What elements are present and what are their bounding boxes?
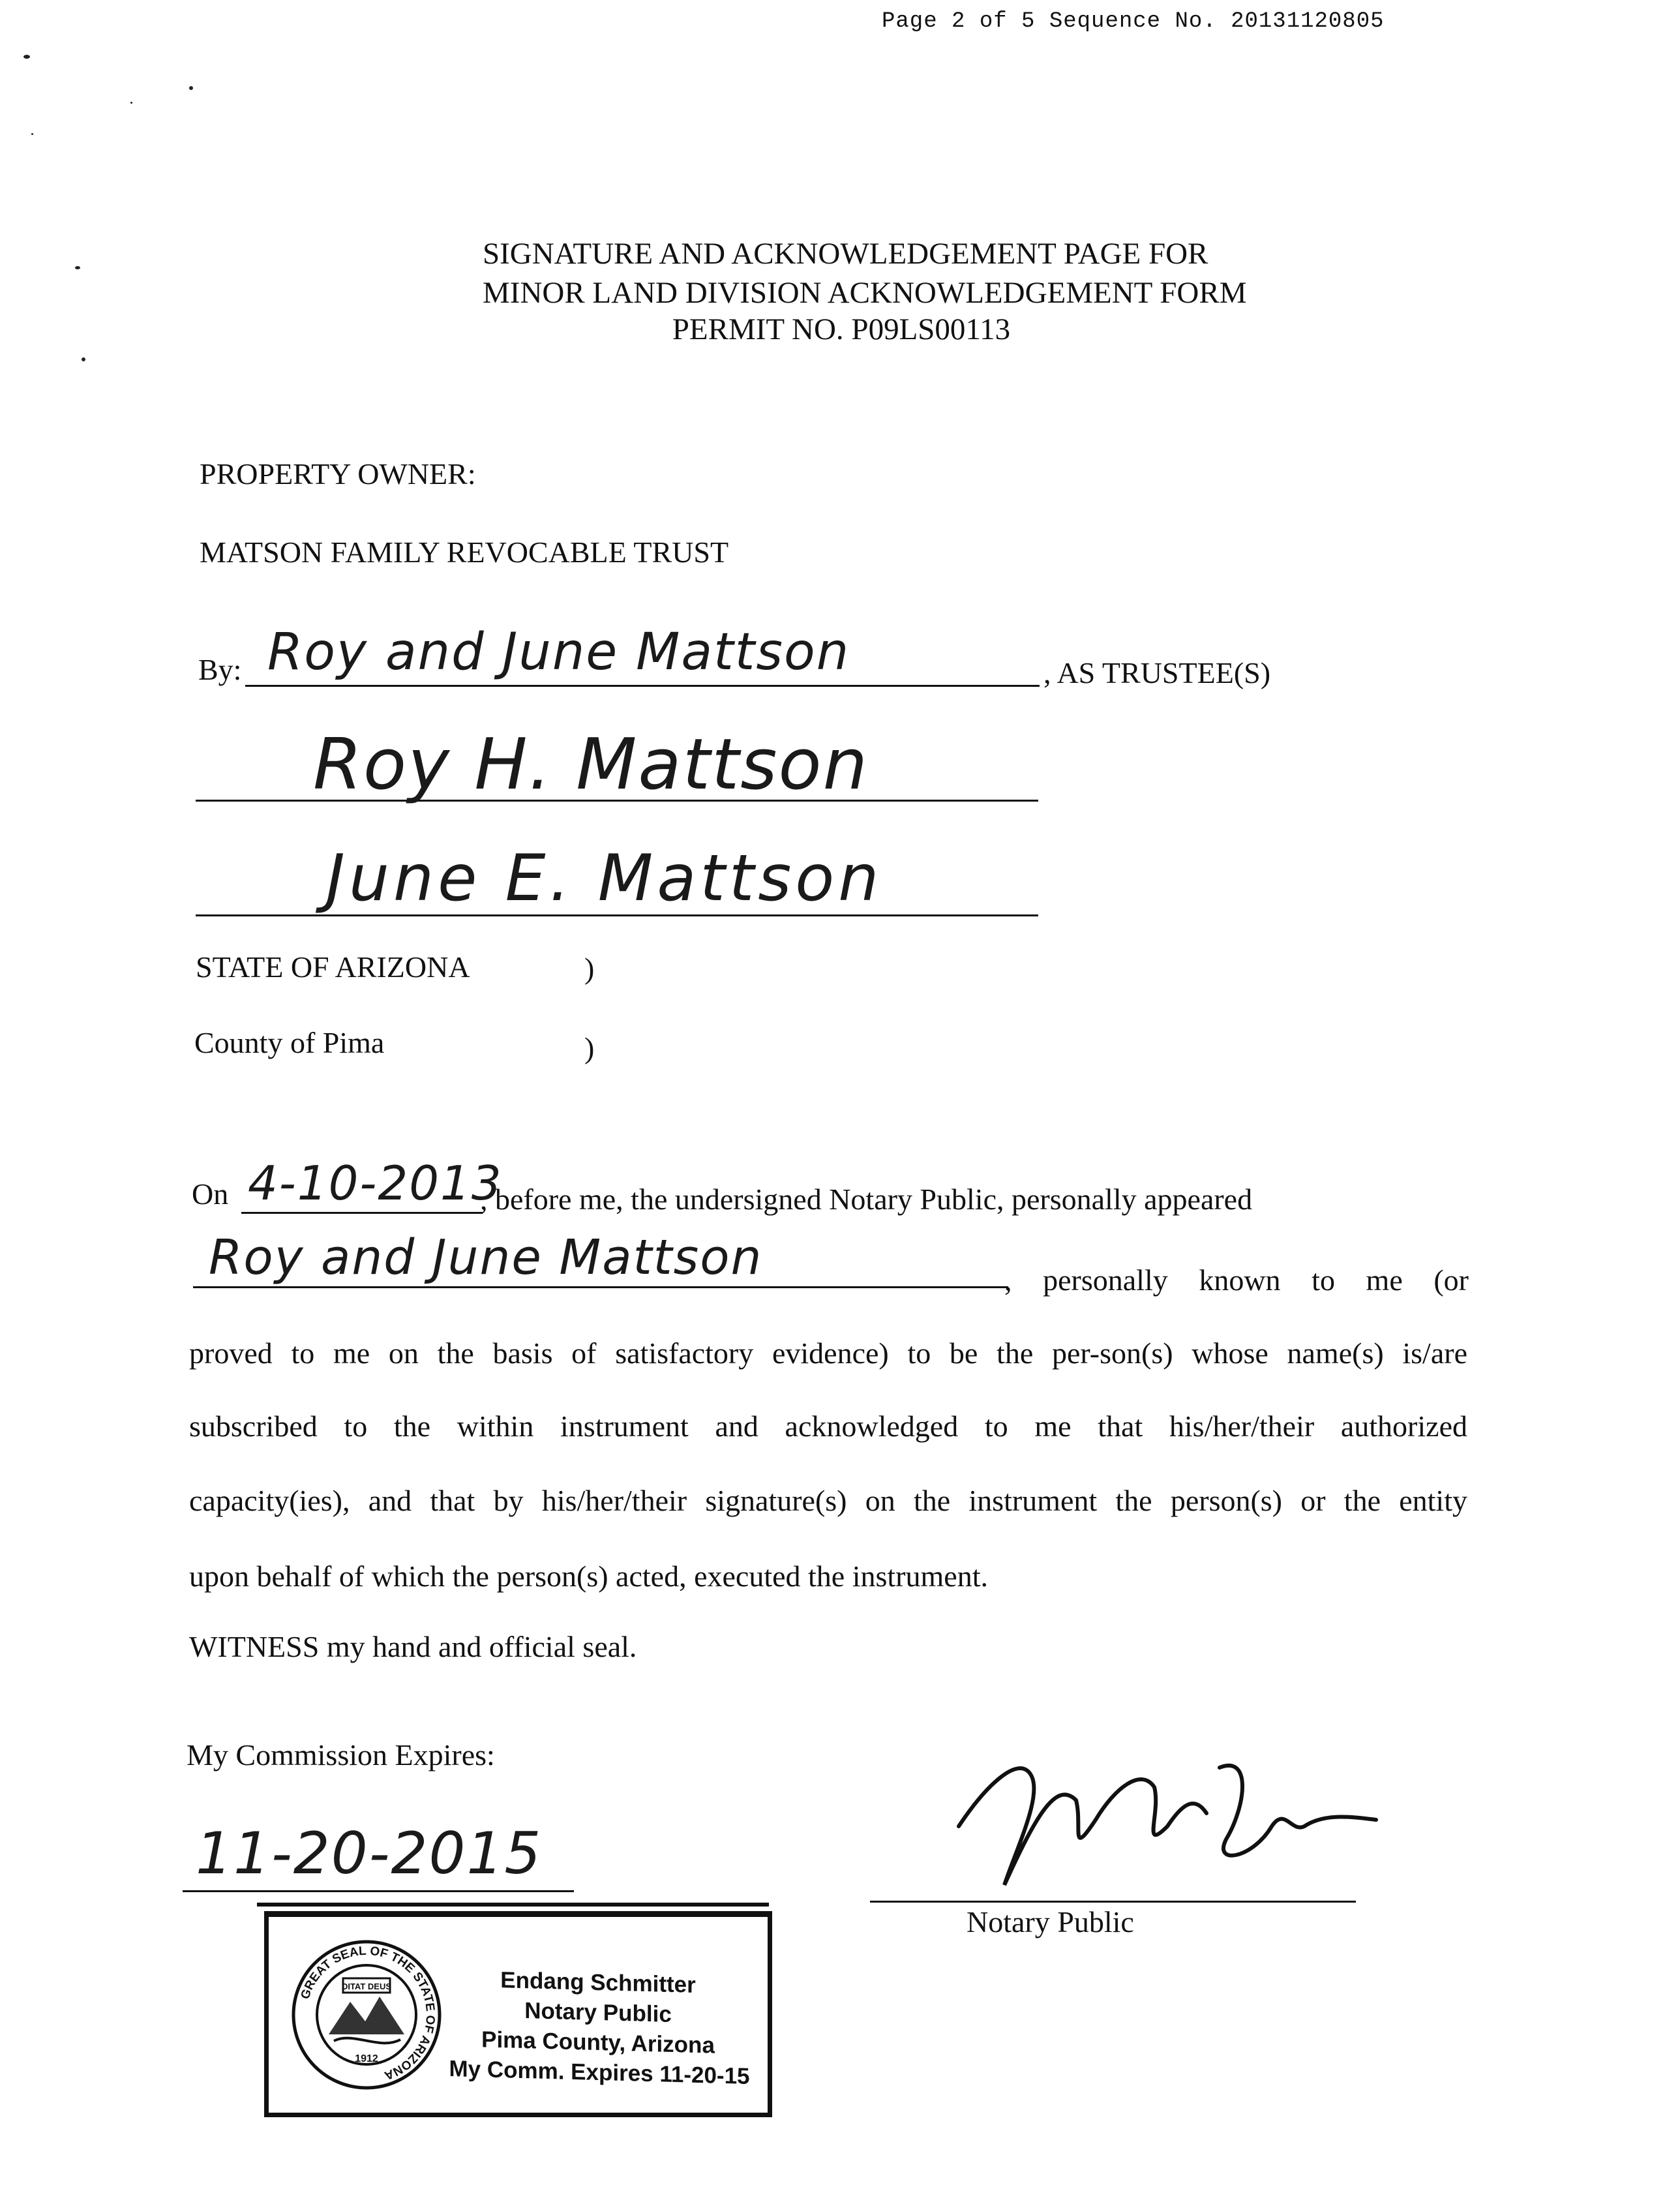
county-paren: )	[584, 1031, 595, 1064]
property-owner-label: PROPERTY OWNER:	[200, 457, 476, 490]
county-label: County of Pima	[194, 1026, 385, 1059]
scan-speck	[31, 133, 33, 135]
witness-statement: WITNESS my hand and official seal.	[189, 1630, 637, 1663]
seal-year: 1912	[355, 2053, 378, 2064]
on-label: On	[192, 1177, 229, 1211]
commission-expiration-date: 11-20-2015	[196, 1820, 543, 1887]
arizona-state-seal-icon	[288, 1937, 445, 2093]
notary-stamp	[264, 1911, 772, 2117]
date-underline	[241, 1212, 483, 1214]
notary-signature	[946, 1728, 1389, 1911]
stamp-notary-title: Notary Public	[524, 1998, 672, 2027]
seal-motto: DITAT DEUS	[341, 1982, 392, 1991]
seal-ring-text: GREAT SEAL OF THE STATE OF ARIZONA	[298, 1944, 438, 2083]
scan-speck	[130, 102, 132, 104]
scan-speck	[189, 86, 193, 90]
appeared-name: Roy and June Mattson	[209, 1229, 763, 1286]
by-signature-line	[245, 685, 1040, 687]
as-trustee-label: , AS TRUSTEE(S)	[1043, 656, 1271, 689]
notary-public-label: Notary Public	[967, 1905, 1134, 1938]
document-title-line-1: SIGNATURE AND ACKNOWLEDGEMENT PAGE FOR	[483, 237, 1208, 271]
commission-date-line	[183, 1890, 574, 1892]
acknowledgement-line-5: capacity(ies), and that by his/her/their signature(s) on the instrument the person(s) or the entity	[189, 1484, 1467, 1517]
acknowledgement-date: 4-10-2013	[248, 1156, 503, 1211]
acknowledgement-line-3: proved to me on the basis of satisfactory evidence) to be the per-son(s) whose name(s) is/are	[189, 1336, 1467, 1370]
scan-speck	[75, 266, 80, 269]
state-paren: )	[584, 952, 595, 985]
stamp-county: Pima County, Arizona	[481, 2027, 715, 2059]
acknowledgement-line-4: subscribed to the within instrument and acknowledged to me that his/her/their authorized	[189, 1410, 1467, 1443]
appeared-name-underline	[193, 1286, 1008, 1288]
document-title-line-2: MINOR LAND DIVISION ACKNOWLEDGEMENT FORM	[483, 276, 1247, 310]
trustee-signature-2: June E. Mattson	[326, 841, 883, 916]
acknowledgement-line-2: , personally known to me (or	[1004, 1263, 1469, 1297]
commission-expires-label: My Commission Expires:	[187, 1738, 495, 1772]
page-sequence-header: Page 2 of 5 Sequence No. 20131120805	[882, 9, 1385, 34]
acknowledgement-line-1: , before me, the undersigned Notary Public, personally appeared	[480, 1183, 1253, 1216]
permit-number: PERMIT NO. P09LS00113	[672, 312, 1011, 346]
by-label: By:	[198, 653, 242, 686]
trustee-signature-1: Roy H. Mattson	[313, 724, 869, 806]
acknowledgement-line-6: upon behalf of which the person(s) acted, executed the instrument.	[189, 1560, 988, 1593]
scan-speck	[82, 357, 85, 361]
trust-name: MATSON FAMILY REVOCABLE TRUST	[200, 535, 729, 569]
scan-speck	[23, 55, 30, 59]
by-handwritten-name: Roy and June Mattson	[267, 623, 850, 682]
stamp-notary-name: Endang Schmitter	[500, 1967, 696, 1998]
state-label: STATE OF ARIZONA	[196, 950, 470, 984]
stamp-commission-expires: My Comm. Expires 11-20-15	[449, 2055, 750, 2090]
